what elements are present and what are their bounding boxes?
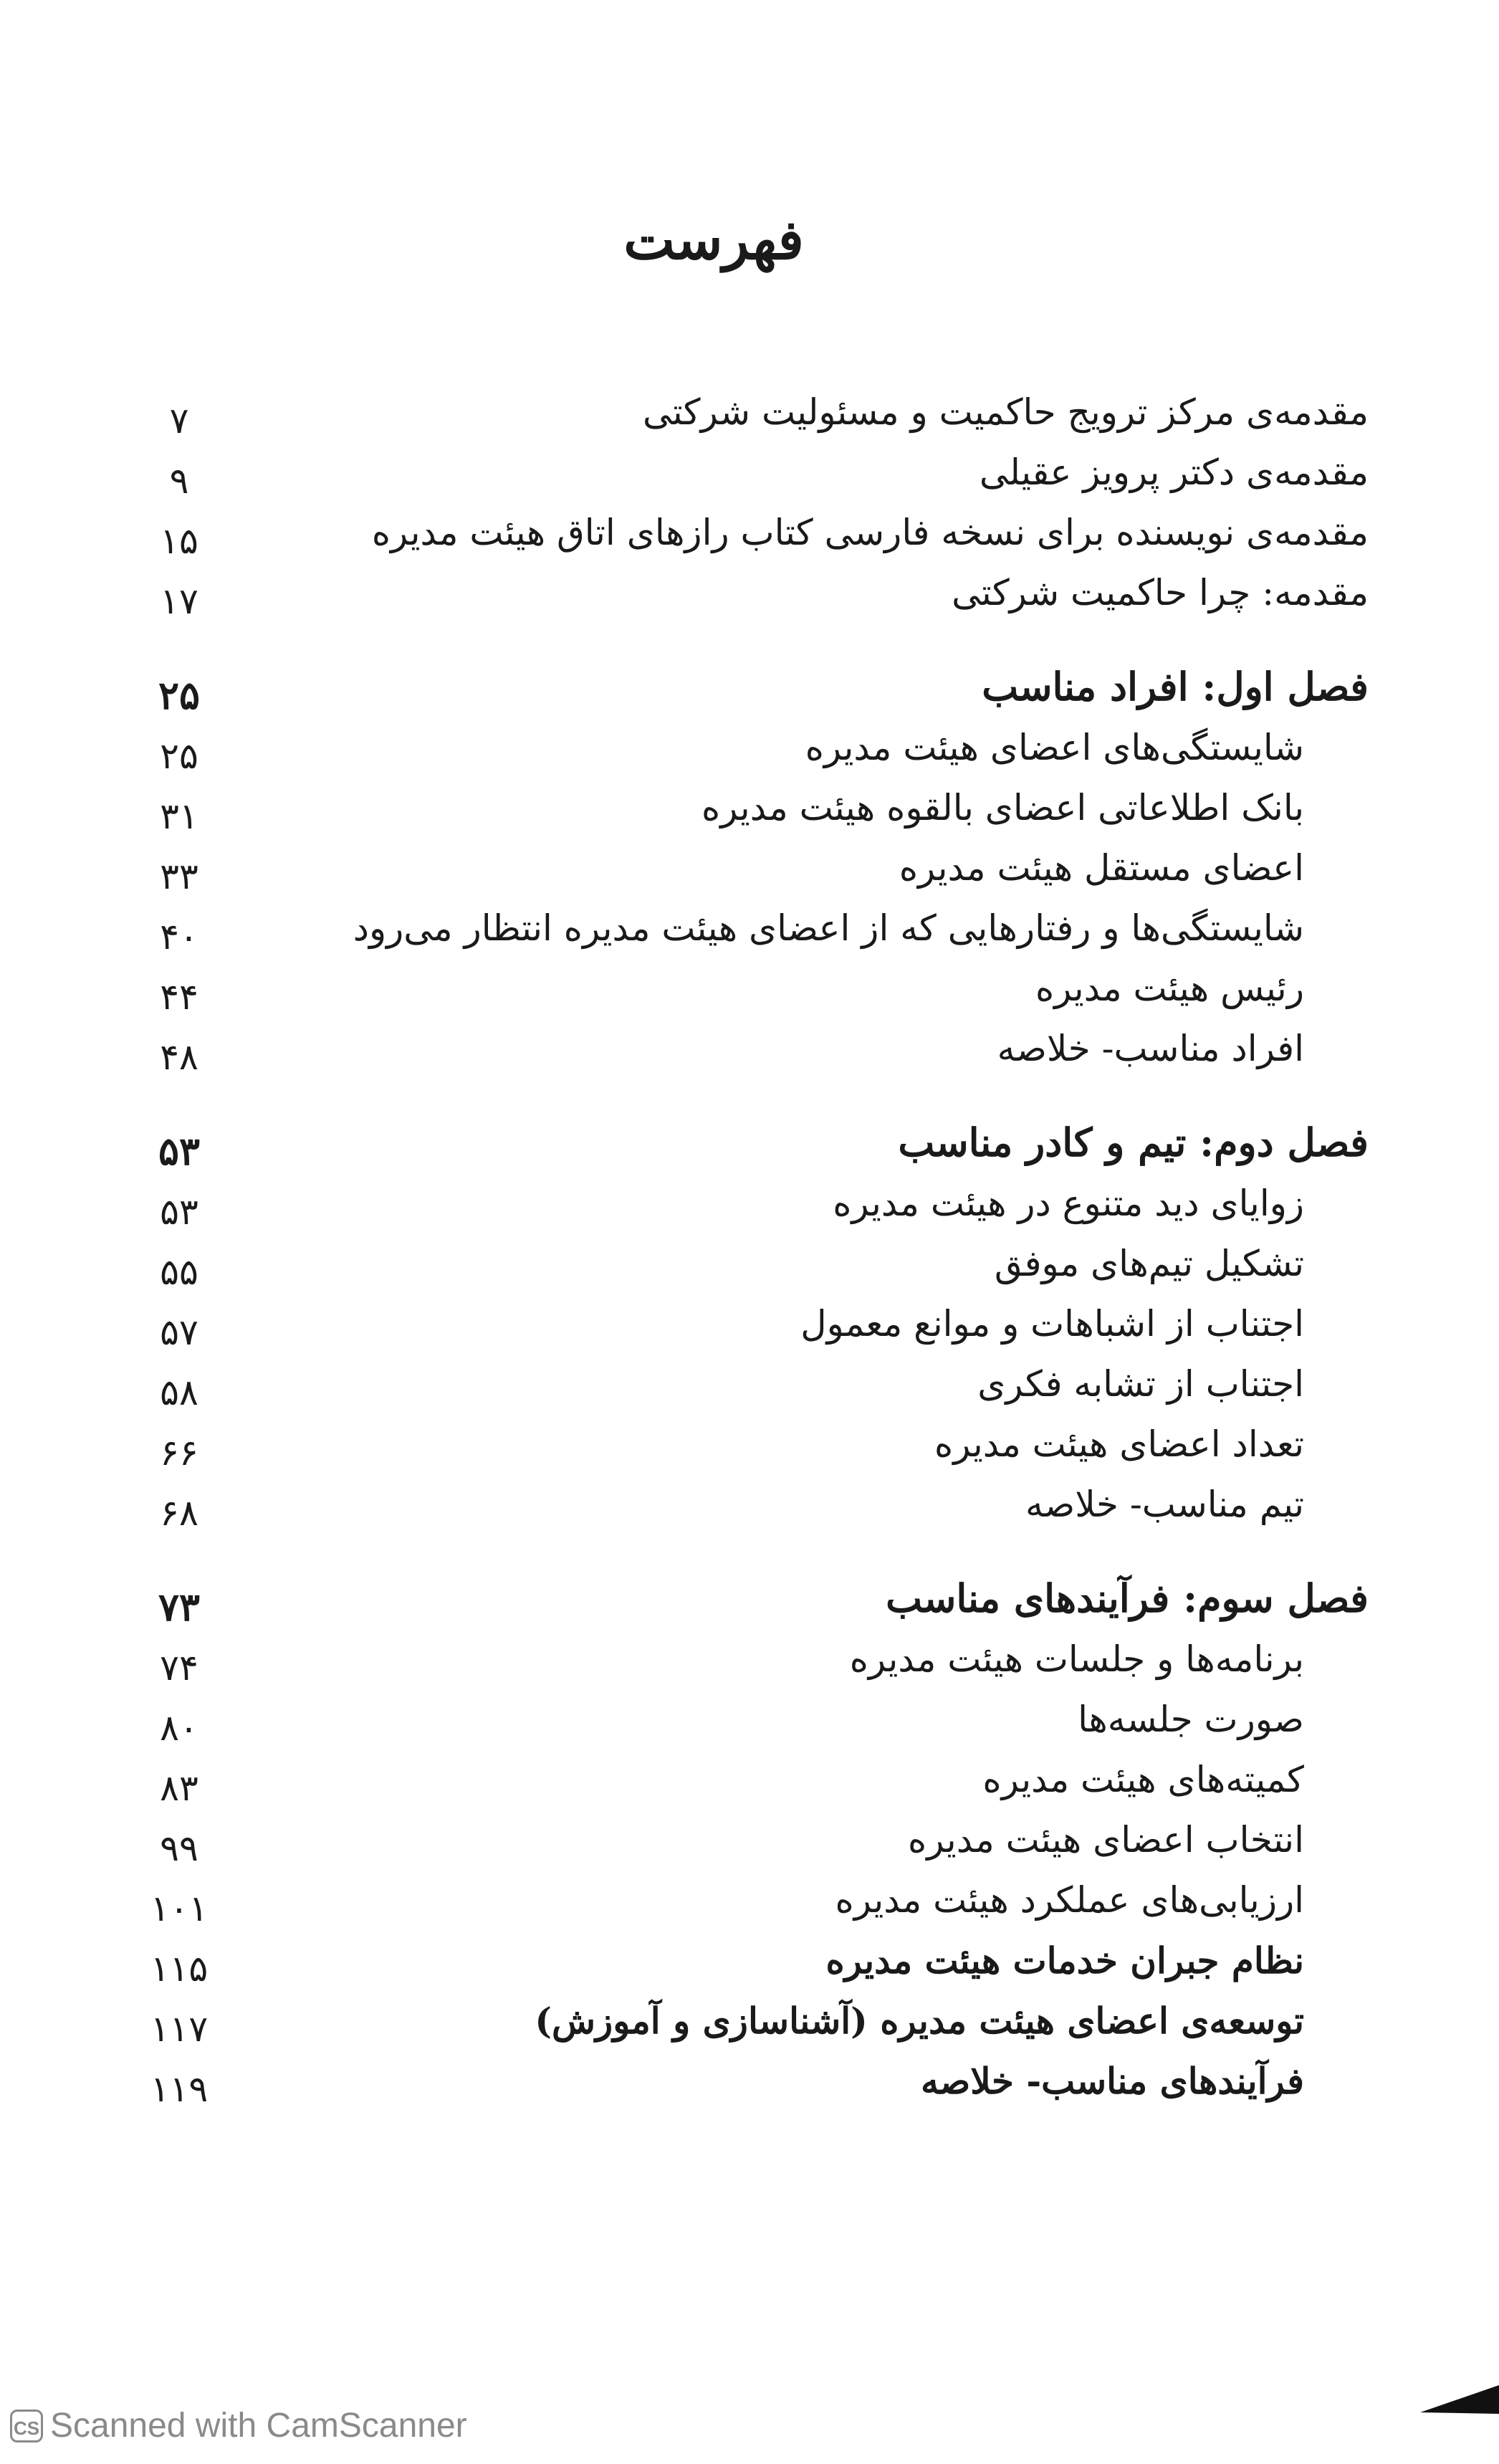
toc-entry: [136, 1238, 1369, 1299]
toc-entry: [136, 2055, 1369, 2116]
page-number: ۴۴: [160, 976, 198, 1018]
entry-title: زوایای دید متنوع در هیئت مدیره: [833, 1183, 1304, 1224]
toc-entry: [136, 1299, 1369, 1359]
page-number: ۵۸: [160, 1372, 198, 1413]
entry-title: شایستگی‌ها و رفتارهایی که از اعضای هیئت مدیره انتظار می‌رود: [353, 907, 1304, 949]
entry-title: اعضای مستقل هیئت مدیره: [899, 847, 1304, 889]
toc-entry: [136, 1178, 1369, 1238]
page-number: ۲۵: [158, 672, 200, 718]
page-number: ۹: [169, 460, 189, 502]
toc-entry: [136, 1634, 1369, 1694]
entry-title: مقدمه‌ی نویسنده برای نسخه فارسی کتاب رازهای اتاق هیئت مدیره: [371, 512, 1369, 553]
chapter-entry: [136, 1571, 1369, 1634]
page-number: ۸۰: [160, 1707, 198, 1749]
page-number: ۴۸: [160, 1036, 198, 1078]
entry-title: برنامه‌ها و جلسات هیئت مدیره: [849, 1638, 1304, 1680]
page-number: ۳۱: [160, 796, 198, 837]
watermark-text: Scanned with CamScanner: [50, 2407, 467, 2445]
entry-title: ارزیابی‌های عملکرد هیئت مدیره: [835, 1879, 1304, 1921]
page-corner-shadow: [1420, 2385, 1499, 2414]
entry-title: مقدمه: چرا حاکمیت شرکتی: [952, 572, 1369, 613]
toc-entry: [136, 387, 1369, 447]
page-number: ۶۸: [160, 1492, 198, 1534]
entry-title: فرآیندهای مناسب- خلاصه: [920, 2060, 1304, 2102]
toc-entry: [136, 1935, 1369, 1995]
entry-title: انتخاب اعضای هیئت مدیره: [908, 1819, 1304, 1861]
entry-title: اجتناب از اشباهات و موانع معمول: [800, 1303, 1304, 1345]
toc-entry: [136, 1359, 1369, 1419]
page-number: ۵۳: [160, 1191, 198, 1233]
entry-title: شایستگی‌های اعضای هیئت مدیره: [805, 727, 1304, 768]
toc-entry: [136, 1754, 1369, 1815]
toc-entry: [136, 1815, 1369, 1875]
toc-entry: [136, 1995, 1369, 2055]
toc-entry: [136, 1419, 1369, 1479]
page-number: ۶۶: [160, 1432, 198, 1474]
entry-title: بانک اطلاعاتی اعضای بالقوه هیئت مدیره: [701, 787, 1304, 829]
table-of-contents: [136, 387, 1369, 2116]
toc-entry: [136, 1694, 1369, 1754]
page-number: ۲۵: [160, 735, 198, 777]
entry-title: کمیته‌های هیئت مدیره: [982, 1759, 1304, 1800]
entry-title: تشکیل تیم‌های موفق: [994, 1243, 1304, 1284]
entry-title: مقدمه‌ی مرکز ترویج حاکمیت و مسئولیت شرکتی: [643, 391, 1369, 433]
entry-title: افراد مناسب- خلاصه: [997, 1028, 1304, 1069]
toc-entry: [136, 722, 1369, 783]
page-number: ۱۱۷: [150, 2008, 209, 2050]
toc-entry: [136, 843, 1369, 903]
page-number: ۱۱۵: [150, 1948, 209, 1990]
page-number: ۸۳: [160, 1767, 198, 1809]
page-title: فهرست: [623, 208, 804, 272]
chapter-entry: [136, 1115, 1369, 1178]
toc-entry: [136, 447, 1369, 507]
toc-entry: [136, 1479, 1369, 1539]
toc-entry: [136, 783, 1369, 843]
page-number: ۵۷: [160, 1312, 198, 1353]
entry-title: رئیس هیئت مدیره: [1035, 968, 1304, 1009]
scanner-watermark: [10, 2406, 467, 2445]
entry-title: تیم مناسب- خلاصه: [1025, 1484, 1304, 1525]
page-number: ۳۳: [160, 856, 198, 897]
page-number: ۴۰: [160, 916, 198, 958]
toc-entry: [136, 1023, 1369, 1084]
toc-entry: [136, 507, 1369, 568]
toc-entry: [136, 1875, 1369, 1935]
chapter-title: فصل دوم: تیم و کادر مناسب: [898, 1119, 1369, 1165]
page-number: ۷۴: [160, 1647, 198, 1689]
page-number: ۷۳: [158, 1584, 200, 1630]
entry-title: صورت جلسه‌ها: [1078, 1699, 1304, 1740]
page-number: ۱۱۹: [150, 2068, 209, 2110]
chapter-title: فصل اول: افراد مناسب: [982, 664, 1369, 710]
page-number: ۱۰۱: [150, 1888, 209, 1929]
chapter-entry: [136, 659, 1369, 722]
chapter-title: فصل سوم: فرآیندهای مناسب: [886, 1575, 1369, 1621]
camscanner-logo-icon: CS: [10, 2410, 43, 2442]
toc-entry: [136, 903, 1369, 963]
page-number: ۵۳: [158, 1128, 200, 1174]
page-number: ۱۷: [160, 581, 198, 622]
page-number: ۷: [169, 400, 189, 441]
entry-title: توسعه‌ی اعضای هیئت مدیره (آشناسازی و آموزش): [535, 2000, 1304, 2042]
toc-entry: [136, 963, 1369, 1023]
page-number: ۱۵: [160, 520, 198, 562]
entry-title: مقدمه‌ی دکتر پرویز عقیلی: [979, 452, 1369, 493]
page-number: ۹۹: [160, 1828, 198, 1869]
toc-entry: [136, 568, 1369, 628]
entry-title: اجتناب از تشابه فکری: [977, 1363, 1304, 1405]
page-number: ۵۵: [160, 1251, 198, 1293]
entry-title: تعداد اعضای هیئت مدیره: [934, 1423, 1304, 1465]
entry-title: نظام جبران خدمات هیئت مدیره: [825, 1939, 1304, 1982]
